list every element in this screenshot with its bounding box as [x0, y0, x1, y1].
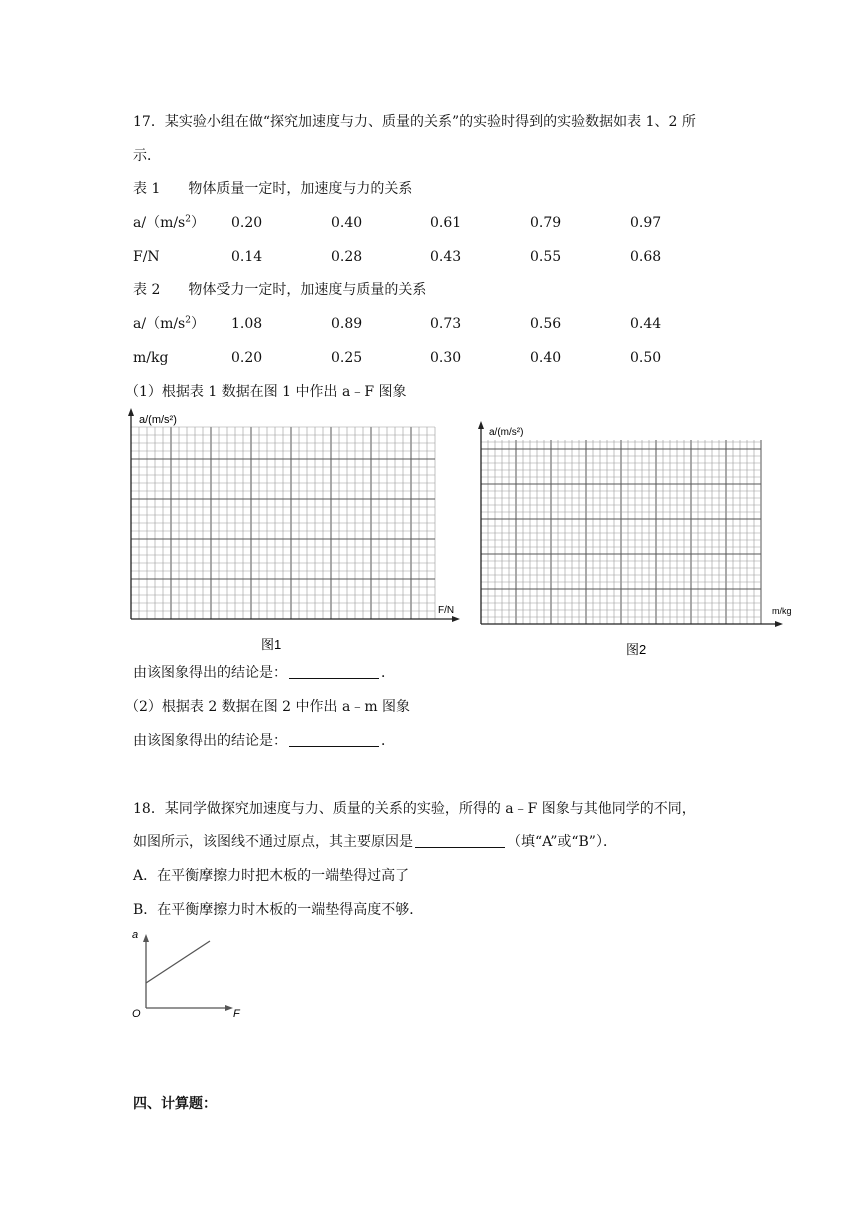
q18-graph-line — [146, 941, 210, 983]
table1-caption: 表 1 物体质量一定时，加速度与力的关系 — [133, 181, 413, 197]
part1-instruction: （1）根据表 1 数据在图 1 中作出 a﹣F 图象 — [125, 384, 407, 400]
q18-line2: 如图所示，该图线不通过原点，其主要原因是 （填“A”或“B”）． — [133, 834, 617, 850]
figure1-caption: 图1 — [261, 637, 282, 652]
table2-cell: 0.50 — [630, 350, 662, 366]
table2-cell: 0.25 — [331, 350, 363, 366]
section4-title: 四、计算题： — [133, 1096, 217, 1112]
answer-blank[interactable] — [289, 664, 379, 679]
q18-origin-label: O — [132, 1008, 141, 1020]
figure1-gridlines — [131, 427, 435, 619]
table2-cell: 0.20 — [231, 350, 263, 366]
q18-y-arrow — [143, 934, 149, 942]
q17-intro-line2: 示． — [133, 148, 161, 164]
table2-cell: 1.08 — [231, 316, 263, 332]
table1-cell: 0.20 — [231, 215, 263, 231]
table2-row-a-label: $a/(m/s^2)$ — [133, 315, 205, 332]
table1-cell: 0.28 — [331, 249, 363, 265]
q18-option-b: B．在平衡摩擦力时木板的一端垫得高度不够． — [133, 902, 424, 918]
table2-cell: 0.89 — [331, 316, 363, 332]
figure2-y-arrow — [478, 421, 484, 429]
table2-cell: 0.44 — [630, 316, 662, 332]
q18-x-label: F — [233, 1008, 240, 1020]
figure2-grid — [478, 418, 800, 662]
answer-blank[interactable] — [289, 732, 379, 747]
q18-option-a: A．在平衡摩擦力时把木板的一端垫得过高了 — [133, 868, 410, 884]
answer-blank[interactable] — [415, 833, 505, 848]
figure2-caption: 图2 — [626, 642, 647, 657]
table2-row-m-label: m/kg — [133, 350, 169, 366]
table1-cell: 0.79 — [530, 215, 562, 231]
table2-cell: 0.56 — [530, 316, 562, 332]
q18-line1: 18．某同学做探究加速度与力、质量的关系的实验，所得的 a﹣F 图象与其他同学的不同， — [133, 801, 696, 817]
figure2-gridlines — [481, 440, 761, 624]
table1-cell: 0.14 — [231, 249, 263, 265]
table1-cell: 0.55 — [530, 249, 562, 265]
table1-cell: 0.40 — [331, 215, 363, 231]
figure2-x-arrow — [775, 621, 783, 627]
table1-row-f-label: F/N — [133, 249, 160, 265]
table1-cell: 0.43 — [430, 249, 462, 265]
table2-cell: 0.40 — [530, 350, 562, 366]
q18-graph — [128, 925, 248, 1020]
q18-y-label: a — [132, 929, 139, 941]
figure1-y-label: a/(m/s²) — [139, 414, 177, 426]
table1-cell: 0.97 — [630, 215, 662, 231]
figure2-x-label: m/kg — [772, 606, 792, 616]
conclusion1: 由该图象得出的结论是： ． — [133, 665, 395, 681]
table2-cell: 0.30 — [430, 350, 462, 366]
part2-instruction: （2）根据表 2 数据在图 2 中作出 a﹣m 图象 — [125, 699, 411, 715]
figure1-x-label: F/N — [438, 605, 455, 616]
conclusion2: 由该图象得出的结论是： ． — [133, 733, 395, 749]
q17-intro-line1: 17．某实验小组在做“探究加速度与力、质量的关系”的实验时得到的实验数据如表 1、2 所 — [133, 114, 696, 130]
table2-cell: 0.73 — [430, 316, 462, 332]
table1-cell: 0.61 — [430, 215, 462, 231]
figure2-y-label: a/(m/s²) — [489, 427, 524, 438]
figure1-y-arrow — [128, 408, 134, 416]
q18-x-arrow — [225, 1005, 233, 1011]
table2-caption: 表 2 物体受力一定时，加速度与质量的关系 — [133, 282, 427, 298]
figure1-x-arrow — [452, 616, 460, 622]
figure1-grid — [125, 405, 470, 660]
table1-row-a-label: $a/(m/s^2)$ — [133, 214, 205, 231]
table1-cell: 0.68 — [630, 249, 662, 265]
